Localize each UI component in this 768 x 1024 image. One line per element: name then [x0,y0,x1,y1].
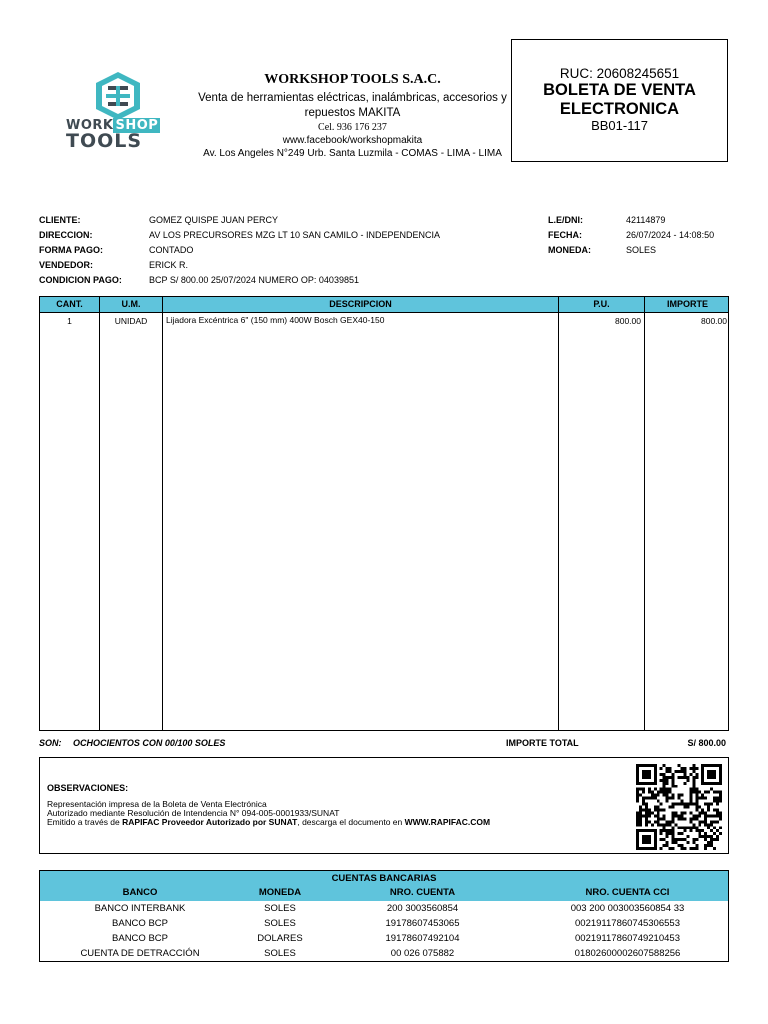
item-descripcion: Lijadora Excéntrica 6" (150 mm) 400W Bosch GEX40-150 [166,315,385,325]
item-um: UNIDAD [114,316,148,326]
col-header-importe: IMPORTE [666,299,708,309]
company-description: Venta de herramientas eléctricas, inalámbricas, accesorios y [198,92,507,104]
col-header-moneda: MONEDA [258,887,302,898]
moneda-label: MONEDA: [548,245,591,255]
obs-line-2: Autorizado mediante Resolución de Intendencia N° 094-005-0001933/SUNAT [47,808,340,818]
logo-emblem-icon [38,60,198,120]
column-divider [558,297,559,730]
total-label: IMPORTE TOTAL [506,738,579,748]
bank-name: BANCO BCP [112,918,168,929]
fecha-value: 26/07/2024 - 14:08:50 [626,230,715,240]
items-table [39,296,729,731]
item-pu: 800.00 [615,316,641,326]
company-address: Av. Los Angeles N°249 Urb. Santa Luzmila - COMAS - LIMA - LIMA [203,148,502,159]
obs-line-1: Representación impresa de la Boleta de Venta Electrónica [47,799,267,809]
vendedor-label: VENDEDOR: [39,260,94,270]
moneda-value: SOLES [626,245,657,255]
son-label: SON: [39,738,62,748]
observaciones-title: OBSERVACIONES: [47,783,129,793]
bank-account: 200 3003560854 [386,903,459,914]
dni-label: L.E/DNI: [548,215,583,225]
bank-currency: SOLES [264,948,296,959]
bank-account: 19178607453065 [385,918,460,929]
bank-name: BANCO BCP [112,933,168,944]
item-cant: 1 [67,316,72,326]
forma-pago-value: CONTADO [149,245,194,255]
company-website: www.facebook/workshopmakita [282,135,423,146]
logo-text-workshop: WORK SHOP [66,118,159,133]
document-title-2: ELECTRONICA [559,100,680,118]
condicion-pago-value: BCP S/ 800.00 25/07/2024 NUMERO OP: 04039851 [149,275,359,285]
bank-table-title: CUENTAS BANCARIAS [331,873,437,884]
col-header-pu: P.U. [593,299,610,309]
item-importe: 800.00 [701,316,727,326]
document-number: BB01-117 [591,118,648,133]
col-header-um: U.M. [121,299,141,309]
bank-account-cci: 01802600002607588256 [574,948,681,959]
bank-account: 00 026 075882 [390,948,455,959]
total-amount: S/ 800.00 [687,738,726,748]
direccion-value: AV LOS PRECURSORES MZG LT 10 SAN CAMILO - INDEPENDENCIA [149,230,441,240]
bank-name: BANCO INTERBANK [94,903,186,914]
bank-account-cci: 00219117860745306553 [575,918,680,929]
cliente-label: CLIENTE: [39,215,81,225]
company-header [195,72,510,160]
column-divider [99,297,100,730]
forma-pago-label: FORMA PAGO: [39,245,103,255]
bank-name: CUENTA DE DETRACCIÓN [80,948,200,959]
company-name: WORKSHOP TOOLS S.A.C. [264,72,441,87]
bank-currency: SOLES [264,903,296,914]
document-title: BOLETA DE VENTA [543,81,696,99]
cliente-value: GOMEZ QUISPE JUAN PERCY [149,215,279,225]
dni-value: 42114879 [626,215,666,225]
logo-text-tools: TOOLS [66,130,143,152]
obs-line-3: Emitido a través de RAPIFAC Proveedor Autorizado por SUNAT, descarga el documento en WWW.RAPIFAC.COM [47,817,491,827]
ruc-number: RUC: 20608245651 [559,66,680,81]
direccion-label: DIRECCION: [39,230,93,240]
bank-account-cci: 00219117860749210453 [575,933,680,944]
bank-accounts-table [39,870,729,962]
company-phone: Cel. 936 176 237 [318,122,387,133]
document-id-box [511,39,728,162]
col-header-descripcion: DESCRIPCION [329,299,392,309]
col-header-nro-cuenta: NRO. CUENTA [389,887,456,898]
bank-currency: SOLES [264,918,296,929]
bank-account: 19178607492104 [385,933,460,944]
column-divider [162,297,163,730]
observaciones-box [39,757,729,854]
vendedor-value: ERICK R. [149,260,189,270]
condicion-pago-label: CONDICION PAGO: [39,275,122,285]
fecha-label: FECHA: [548,230,582,240]
qr-code-icon [636,764,722,850]
company-description-2: repuestos MAKITA [304,107,401,119]
col-header-banco: BANCO [122,887,158,898]
amount-in-words: OCHOCIENTOS CON 00/100 SOLES [73,738,226,748]
col-header-cant: CANT. [56,299,83,309]
bank-currency: DOLARES [257,933,303,944]
col-header-nro-cuenta-cci: NRO. CUENTA CCI [585,887,670,898]
column-divider [644,297,645,730]
bank-account-cci: 003 200 003003560854 33 [570,903,685,914]
company-logo [38,60,198,190]
